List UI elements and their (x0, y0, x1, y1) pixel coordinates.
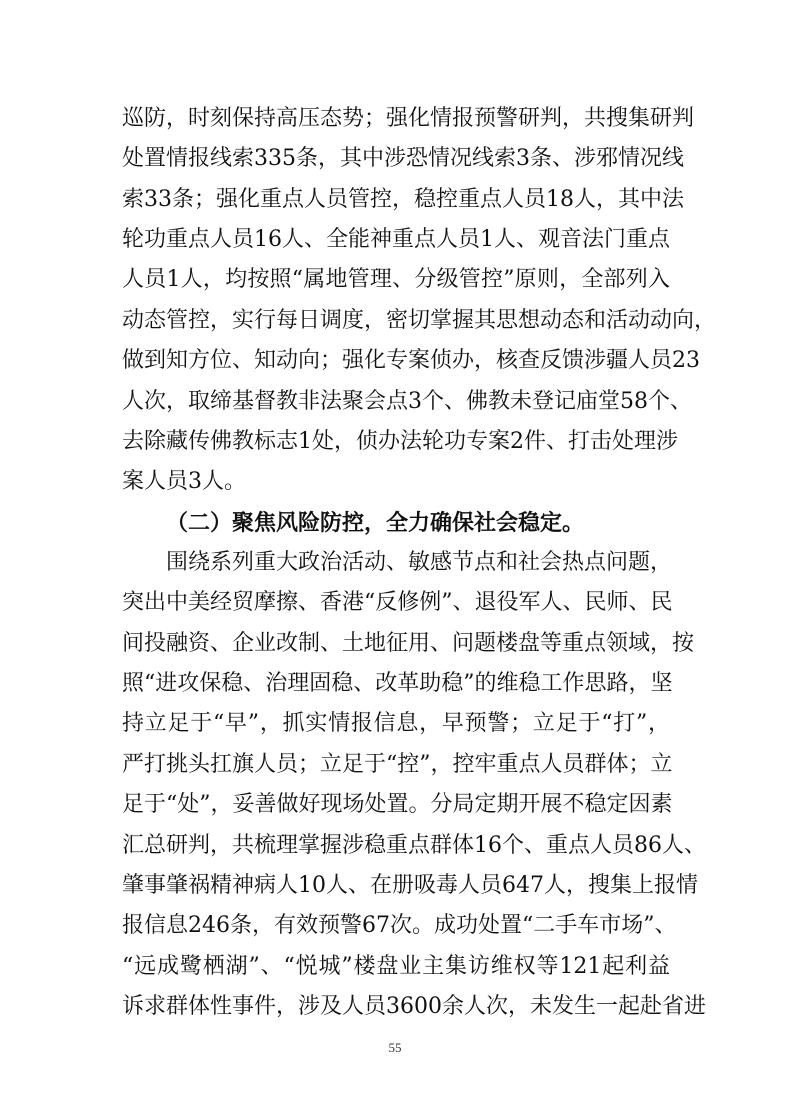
body-line: 索33条；强化重点人员管控，稳控重点人员18人，其中法 (122, 187, 684, 212)
body-line: 动态管控，实行每日调度，密切掌握其思想动态和活动动向， (122, 308, 717, 333)
body-line: 围绕系列重大政治活动、敏感节点和社会热点问题， (166, 550, 673, 575)
page-number: 55 (388, 1040, 402, 1055)
body-line: 案人员3人。 (122, 469, 246, 494)
body-line: 轮功重点人员16人、全能神重点人员1人、观音法门重点 (122, 227, 670, 252)
body-line: 照“进攻保稳、治理固稳、改革助稳”的维稳工作思路，坚 (122, 671, 673, 696)
body-line: 突出中美经贸摩擦、香港“反修例”、退役军人、民师、民 (122, 590, 673, 615)
body-line: 诉求群体性事件，涉及人员3600余人次，未发生一起赴省进 (122, 994, 706, 1019)
body-line: 人员1人，均按照“属地管理、分级管控”原则，全部列入 (122, 267, 670, 292)
body-line: 肇事肇祸精神病人10人、在册吸毒人员647人，搜集上报情 (122, 873, 698, 898)
body-line: 汇总研判，共梳理掌握涉稳重点群体16个、重点人员86人、 (122, 833, 706, 858)
body-line: 处置情报线索335条，其中涉恐情况线索3条、涉邪情况线 (122, 146, 684, 171)
body-line: 巡防，时刻保持高压态势；强化情报预警研判，共搜集研判 (122, 106, 695, 131)
section-heading: （二）聚焦风险防控，全力确保社会稳定。 (166, 510, 585, 536)
body-line: 足于“处”，妥善做好现场处置。分局定期开展不稳定因素 (122, 792, 673, 817)
body-line: 间投融资、企业改制、土地征用、问题楼盘等重点领域，按 (122, 631, 695, 656)
body-line: 报信息246条，有效预警67次。成功处置“二手车市场”、 (122, 913, 677, 938)
body-line: 持立足于“早”，抓实情报信息，早预警；立足于“打”， (122, 711, 670, 736)
body-line: 做到知方位、知动向；强化专案侦办，核查反馈涉疆人员23 (122, 348, 700, 373)
body-line: 严打挑头扛旗人员；立足于“控”，控牢重点人员群体；立 (122, 752, 673, 777)
body-line: “远成鹭栖湖”、“悦城”楼盘业主集访维权等121起利益 (122, 954, 670, 979)
body-line: 人次，取缔基督教非法聚会点3个、佛教未登记庙堂58个、 (122, 389, 692, 414)
body-line: 去除藏传佛教标志1处，侦办法轮功专案2件、打击处理涉 (122, 429, 678, 454)
